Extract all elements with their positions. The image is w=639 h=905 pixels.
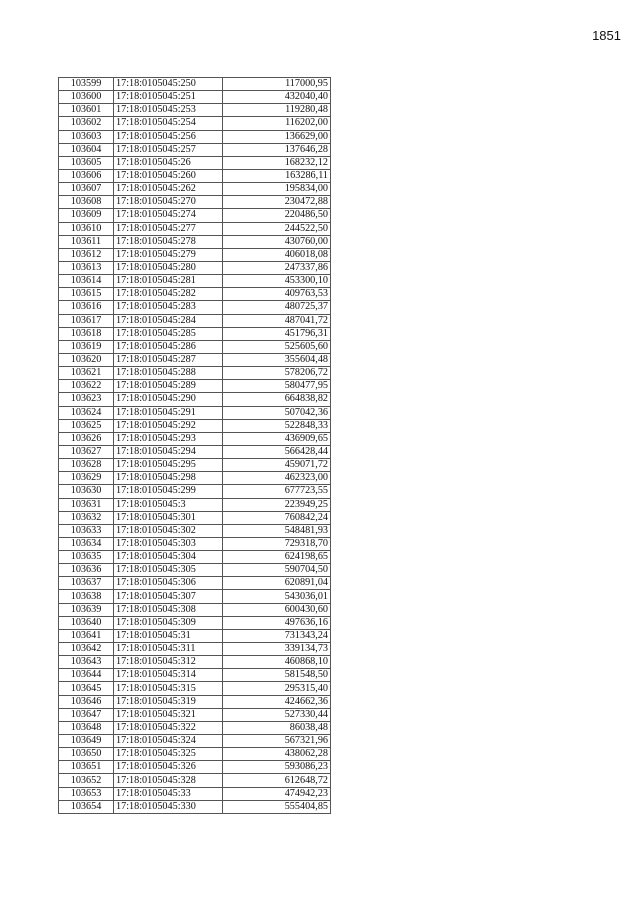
row-number-cell: 103611 <box>59 235 114 248</box>
cadastral-value-cell: 507042,36 <box>223 406 331 419</box>
cadastral-number-cell: 17:18:0105045:288 <box>114 367 223 380</box>
cadastral-value-cell: 522848,33 <box>223 419 331 432</box>
cadastral-value-cell: 432040,40 <box>223 91 331 104</box>
table-row <box>59 222 331 235</box>
table-row <box>59 117 331 130</box>
table-row <box>59 261 331 274</box>
table-row <box>59 235 331 248</box>
table-row <box>59 393 331 406</box>
row-number-cell: 103626 <box>59 432 114 445</box>
row-number-cell: 103621 <box>59 367 114 380</box>
cadastral-value-cell: 438062,28 <box>223 748 331 761</box>
cadastral-value-cell: 729318,70 <box>223 537 331 550</box>
row-number-cell: 103631 <box>59 498 114 511</box>
cadastral-value-cell: 525605,60 <box>223 340 331 353</box>
cadastral-value-cell: 430760,00 <box>223 235 331 248</box>
cadastral-number-cell: 17:18:0105045:254 <box>114 117 223 130</box>
table-row <box>59 340 331 353</box>
cadastral-value-table <box>58 77 331 814</box>
row-number-cell: 103620 <box>59 353 114 366</box>
row-number-cell: 103638 <box>59 590 114 603</box>
cadastral-value-cell: 406018,08 <box>223 248 331 261</box>
cadastral-number-cell: 17:18:0105045:304 <box>114 551 223 564</box>
cadastral-value-cell: 137646,28 <box>223 143 331 156</box>
cadastral-value-cell: 677723,55 <box>223 485 331 498</box>
cadastral-value-cell: 462323,00 <box>223 472 331 485</box>
cadastral-number-cell: 17:18:0105045:305 <box>114 564 223 577</box>
cadastral-value-cell: 474942,23 <box>223 787 331 800</box>
table-row <box>59 248 331 261</box>
cadastral-number-cell: 17:18:0105045:289 <box>114 380 223 393</box>
row-number-cell: 103637 <box>59 577 114 590</box>
cadastral-value-cell: 555404,85 <box>223 800 331 813</box>
row-number-cell: 103654 <box>59 800 114 813</box>
row-number-cell: 103643 <box>59 656 114 669</box>
row-number-cell: 103599 <box>59 78 114 91</box>
table-row <box>59 367 331 380</box>
row-number-cell: 103614 <box>59 275 114 288</box>
row-number-cell: 103632 <box>59 511 114 524</box>
table-row <box>59 78 331 91</box>
row-number-cell: 103650 <box>59 748 114 761</box>
cadastral-value-cell: 409763,53 <box>223 288 331 301</box>
row-number-cell: 103624 <box>59 406 114 419</box>
cadastral-number-cell: 17:18:0105045:311 <box>114 643 223 656</box>
row-number-cell: 103603 <box>59 130 114 143</box>
table-row <box>59 196 331 209</box>
table-row <box>59 590 331 603</box>
table-row <box>59 721 331 734</box>
cadastral-value-cell: 247337,86 <box>223 261 331 274</box>
table-row <box>59 91 331 104</box>
cadastral-value-cell: 580477,95 <box>223 380 331 393</box>
cadastral-value-cell: 136629,00 <box>223 130 331 143</box>
table-row <box>59 419 331 432</box>
row-number-cell: 103651 <box>59 761 114 774</box>
cadastral-number-cell: 17:18:0105045:286 <box>114 340 223 353</box>
cadastral-number-cell: 17:18:0105045:283 <box>114 301 223 314</box>
table-row <box>59 156 331 169</box>
page-number: 1851 <box>592 28 621 43</box>
row-number-cell: 103633 <box>59 524 114 537</box>
cadastral-value-cell: 117000,95 <box>223 78 331 91</box>
table-row <box>59 708 331 721</box>
row-number-cell: 103629 <box>59 472 114 485</box>
table-row <box>59 314 331 327</box>
row-number-cell: 103616 <box>59 301 114 314</box>
cadastral-number-cell: 17:18:0105045:322 <box>114 721 223 734</box>
row-number-cell: 103645 <box>59 682 114 695</box>
cadastral-number-cell: 17:18:0105045:256 <box>114 130 223 143</box>
cadastral-value-cell: 460868,10 <box>223 656 331 669</box>
cadastral-value-cell: 223949,25 <box>223 498 331 511</box>
cadastral-number-cell: 17:18:0105045:250 <box>114 78 223 91</box>
table-row <box>59 301 331 314</box>
cadastral-number-cell: 17:18:0105045:294 <box>114 445 223 458</box>
table-row <box>59 472 331 485</box>
row-number-cell: 103644 <box>59 669 114 682</box>
cadastral-value-cell: 295315,40 <box>223 682 331 695</box>
cadastral-number-cell: 17:18:0105045:319 <box>114 695 223 708</box>
row-number-cell: 103642 <box>59 643 114 656</box>
row-number-cell: 103636 <box>59 564 114 577</box>
row-number-cell: 103606 <box>59 169 114 182</box>
cadastral-number-cell: 17:18:0105045:26 <box>114 156 223 169</box>
cadastral-value-cell: 220486,50 <box>223 209 331 222</box>
cadastral-number-cell: 17:18:0105045:306 <box>114 577 223 590</box>
table-row <box>59 669 331 682</box>
row-number-cell: 103613 <box>59 261 114 274</box>
cadastral-value-cell: 527330,44 <box>223 708 331 721</box>
cadastral-value-cell: 424662,36 <box>223 695 331 708</box>
cadastral-number-cell: 17:18:0105045:33 <box>114 787 223 800</box>
table-row <box>59 327 331 340</box>
table-row <box>59 209 331 222</box>
cadastral-number-cell: 17:18:0105045:31 <box>114 629 223 642</box>
row-number-cell: 103652 <box>59 774 114 787</box>
cadastral-number-cell: 17:18:0105045:287 <box>114 353 223 366</box>
cadastral-number-cell: 17:18:0105045:293 <box>114 432 223 445</box>
cadastral-number-cell: 17:18:0105045:314 <box>114 669 223 682</box>
row-number-cell: 103619 <box>59 340 114 353</box>
table-row <box>59 774 331 787</box>
table-row <box>59 603 331 616</box>
cadastral-value-cell: 731343,24 <box>223 629 331 642</box>
table-row <box>59 498 331 511</box>
row-number-cell: 103617 <box>59 314 114 327</box>
cadastral-value-cell: 624198,65 <box>223 551 331 564</box>
cadastral-value-cell: 116202,00 <box>223 117 331 130</box>
cadastral-value-cell: 600430,60 <box>223 603 331 616</box>
cadastral-value-cell: 612648,72 <box>223 774 331 787</box>
cadastral-number-cell: 17:18:0105045:325 <box>114 748 223 761</box>
cadastral-number-cell: 17:18:0105045:298 <box>114 472 223 485</box>
table-row <box>59 445 331 458</box>
cadastral-value-cell: 548481,93 <box>223 524 331 537</box>
row-number-cell: 103648 <box>59 721 114 734</box>
table-row <box>59 551 331 564</box>
cadastral-value-cell: 436909,65 <box>223 432 331 445</box>
row-number-cell: 103612 <box>59 248 114 261</box>
cadastral-value-cell: 480725,37 <box>223 301 331 314</box>
cadastral-value-cell: 578206,72 <box>223 367 331 380</box>
cadastral-number-cell: 17:18:0105045:295 <box>114 459 223 472</box>
cadastral-number-cell: 17:18:0105045:278 <box>114 235 223 248</box>
cadastral-number-cell: 17:18:0105045:262 <box>114 183 223 196</box>
row-number-cell: 103628 <box>59 459 114 472</box>
cadastral-value-cell: 86038,48 <box>223 721 331 734</box>
cadastral-number-cell: 17:18:0105045:302 <box>114 524 223 537</box>
table-row <box>59 695 331 708</box>
row-number-cell: 103609 <box>59 209 114 222</box>
cadastral-value-cell: 620891,04 <box>223 577 331 590</box>
table-row <box>59 288 331 301</box>
cadastral-value-cell: 453300,10 <box>223 275 331 288</box>
table-row <box>59 459 331 472</box>
cadastral-number-cell: 17:18:0105045:299 <box>114 485 223 498</box>
table-row <box>59 800 331 813</box>
cadastral-number-cell: 17:18:0105045:3 <box>114 498 223 511</box>
cadastral-value-cell: 451796,31 <box>223 327 331 340</box>
row-number-cell: 103627 <box>59 445 114 458</box>
cadastral-number-cell: 17:18:0105045:308 <box>114 603 223 616</box>
cadastral-value-cell: 168232,12 <box>223 156 331 169</box>
cadastral-value-cell: 543036,01 <box>223 590 331 603</box>
row-number-cell: 103639 <box>59 603 114 616</box>
table-row <box>59 380 331 393</box>
cadastral-value-cell: 339134,73 <box>223 643 331 656</box>
table-row <box>59 275 331 288</box>
row-number-cell: 103608 <box>59 196 114 209</box>
cadastral-number-cell: 17:18:0105045:315 <box>114 682 223 695</box>
row-number-cell: 103653 <box>59 787 114 800</box>
cadastral-number-cell: 17:18:0105045:321 <box>114 708 223 721</box>
cadastral-number-cell: 17:18:0105045:301 <box>114 511 223 524</box>
row-number-cell: 103623 <box>59 393 114 406</box>
table-row <box>59 353 331 366</box>
cadastral-number-cell: 17:18:0105045:253 <box>114 104 223 117</box>
table-row <box>59 524 331 537</box>
row-number-cell: 103630 <box>59 485 114 498</box>
row-number-cell: 103646 <box>59 695 114 708</box>
cadastral-value-cell: 230472,88 <box>223 196 331 209</box>
cadastral-number-cell: 17:18:0105045:281 <box>114 275 223 288</box>
cadastral-number-cell: 17:18:0105045:312 <box>114 656 223 669</box>
cadastral-value-cell: 566428,44 <box>223 445 331 458</box>
table-row <box>59 787 331 800</box>
table-row <box>59 629 331 642</box>
cadastral-number-cell: 17:18:0105045:280 <box>114 261 223 274</box>
table-row <box>59 511 331 524</box>
row-number-cell: 103600 <box>59 91 114 104</box>
row-number-cell: 103634 <box>59 537 114 550</box>
table-row <box>59 537 331 550</box>
table-row <box>59 485 331 498</box>
row-number-cell: 103622 <box>59 380 114 393</box>
row-number-cell: 103610 <box>59 222 114 235</box>
cadastral-number-cell: 17:18:0105045:290 <box>114 393 223 406</box>
table-body <box>59 78 331 814</box>
cadastral-number-cell: 17:18:0105045:279 <box>114 248 223 261</box>
cadastral-number-cell: 17:18:0105045:307 <box>114 590 223 603</box>
cadastral-number-cell: 17:18:0105045:328 <box>114 774 223 787</box>
row-number-cell: 103641 <box>59 629 114 642</box>
table-row <box>59 616 331 629</box>
cadastral-value-cell: 581548,50 <box>223 669 331 682</box>
cadastral-value-cell: 487041,72 <box>223 314 331 327</box>
table-row <box>59 564 331 577</box>
table-row <box>59 406 331 419</box>
row-number-cell: 103607 <box>59 183 114 196</box>
cadastral-number-cell: 17:18:0105045:324 <box>114 735 223 748</box>
table-row <box>59 169 331 182</box>
table-row <box>59 577 331 590</box>
row-number-cell: 103602 <box>59 117 114 130</box>
cadastral-number-cell: 17:18:0105045:274 <box>114 209 223 222</box>
table-row <box>59 761 331 774</box>
table-row <box>59 643 331 656</box>
table-row <box>59 104 331 117</box>
row-number-cell: 103625 <box>59 419 114 432</box>
row-number-cell: 103601 <box>59 104 114 117</box>
cadastral-number-cell: 17:18:0105045:291 <box>114 406 223 419</box>
row-number-cell: 103604 <box>59 143 114 156</box>
cadastral-value-cell: 355604,48 <box>223 353 331 366</box>
row-number-cell: 103640 <box>59 616 114 629</box>
row-number-cell: 103635 <box>59 551 114 564</box>
cadastral-value-cell: 593086,23 <box>223 761 331 774</box>
cadastral-value-cell: 119280,48 <box>223 104 331 117</box>
row-number-cell: 103618 <box>59 327 114 340</box>
cadastral-number-cell: 17:18:0105045:292 <box>114 419 223 432</box>
table-row <box>59 432 331 445</box>
table-row <box>59 183 331 196</box>
cadastral-number-cell: 17:18:0105045:260 <box>114 169 223 182</box>
table-row <box>59 656 331 669</box>
cadastral-number-cell: 17:18:0105045:326 <box>114 761 223 774</box>
table-row <box>59 130 331 143</box>
row-number-cell: 103647 <box>59 708 114 721</box>
cadastral-number-cell: 17:18:0105045:251 <box>114 91 223 104</box>
cadastral-value-cell: 567321,96 <box>223 735 331 748</box>
table-row <box>59 143 331 156</box>
table-row <box>59 748 331 761</box>
cadastral-number-cell: 17:18:0105045:270 <box>114 196 223 209</box>
cadastral-number-cell: 17:18:0105045:282 <box>114 288 223 301</box>
cadastral-number-cell: 17:18:0105045:277 <box>114 222 223 235</box>
row-number-cell: 103615 <box>59 288 114 301</box>
cadastral-value-cell: 590704,50 <box>223 564 331 577</box>
cadastral-value-cell: 497636,16 <box>223 616 331 629</box>
table-row <box>59 735 331 748</box>
cadastral-value-cell: 760842,24 <box>223 511 331 524</box>
cadastral-number-cell: 17:18:0105045:309 <box>114 616 223 629</box>
cadastral-value-cell: 195834,00 <box>223 183 331 196</box>
row-number-cell: 103649 <box>59 735 114 748</box>
cadastral-number-cell: 17:18:0105045:285 <box>114 327 223 340</box>
cadastral-value-cell: 244522,50 <box>223 222 331 235</box>
cadastral-value-cell: 664838,82 <box>223 393 331 406</box>
cadastral-value-cell: 163286,11 <box>223 169 331 182</box>
cadastral-number-cell: 17:18:0105045:284 <box>114 314 223 327</box>
cadastral-number-cell: 17:18:0105045:330 <box>114 800 223 813</box>
cadastral-value-cell: 459071,72 <box>223 459 331 472</box>
table-row <box>59 682 331 695</box>
row-number-cell: 103605 <box>59 156 114 169</box>
cadastral-number-cell: 17:18:0105045:257 <box>114 143 223 156</box>
cadastral-number-cell: 17:18:0105045:303 <box>114 537 223 550</box>
